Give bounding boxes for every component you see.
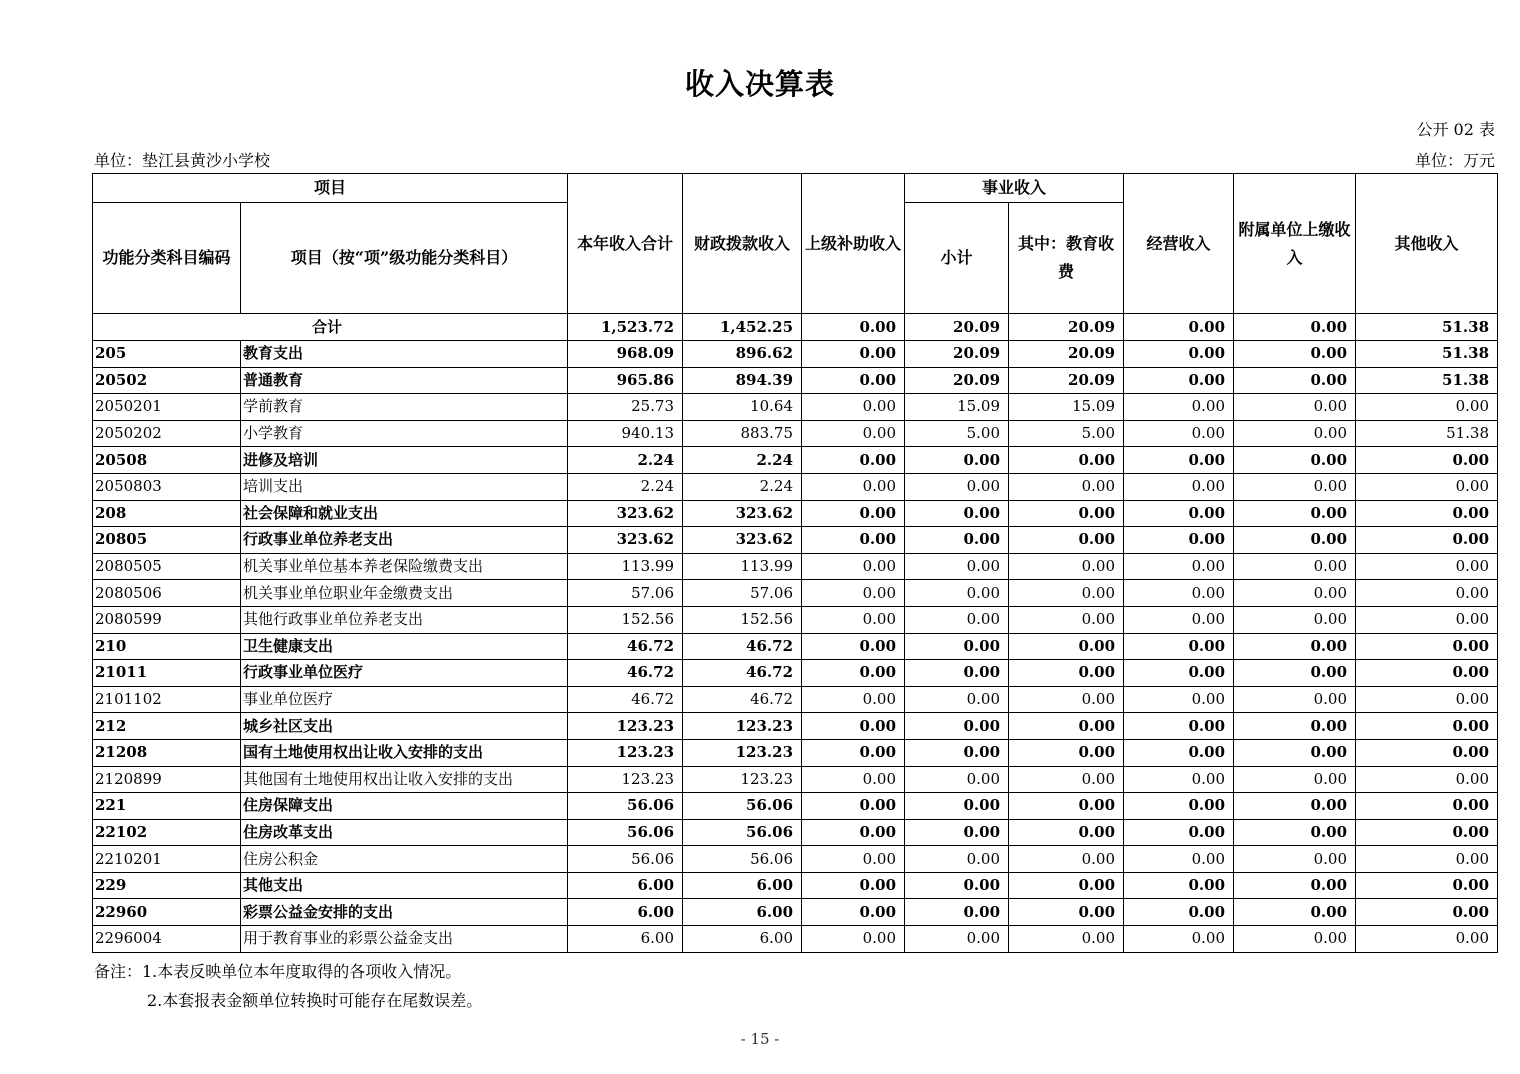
row-value: 6.00 [683,926,802,953]
row-value: 0.00 [1009,819,1124,846]
row-value: 0.00 [802,394,905,421]
row-value: 51.38 [1356,367,1498,394]
row-value: 15.09 [905,394,1009,421]
table-row [93,660,1498,687]
row-value: 56.06 [683,793,802,820]
row-value: 0.00 [802,553,905,580]
row-value: 0.00 [802,819,905,846]
row-value: 0.00 [1356,872,1498,899]
row-value: 0.00 [1009,606,1124,633]
row-value: 152.56 [568,606,683,633]
table-row [93,527,1498,554]
header-affiliated: 附属单位上缴收入 [1234,174,1356,314]
row-name: 机关事业单位基本养老保险缴费支出 [241,553,568,580]
row-value: 0.00 [1124,686,1234,713]
row-name: 进修及培训 [241,447,568,474]
row-value: 6.00 [683,899,802,926]
row-value: 0.00 [802,633,905,660]
row-name: 行政事业单位养老支出 [241,527,568,554]
row-value: 0.00 [1124,872,1234,899]
row-value: 0.00 [802,766,905,793]
income-table [92,173,1498,953]
row-value: 0.00 [905,447,1009,474]
row-value: 0.00 [905,660,1009,687]
total-label: 合计 [93,314,568,341]
table-row [93,341,1498,368]
row-value: 0.00 [905,766,1009,793]
row-code: 2080506 [93,580,241,607]
row-value: 5.00 [1009,420,1124,447]
row-name: 住房保障支出 [241,793,568,820]
row-value: 0.00 [1124,793,1234,820]
row-value: 0.00 [1124,713,1234,740]
row-value: 0.00 [802,473,905,500]
total-cell: 1,452.25 [683,314,802,341]
row-value: 6.00 [683,872,802,899]
row-value: 51.38 [1356,420,1498,447]
row-code: 210 [93,633,241,660]
row-name: 普通教育 [241,367,568,394]
row-value: 57.06 [568,580,683,607]
row-value: 0.00 [1009,473,1124,500]
row-value: 25.73 [568,394,683,421]
row-value: 0.00 [1124,580,1234,607]
row-code: 2120899 [93,766,241,793]
row-name: 用于教育事业的彩票公益金支出 [241,926,568,953]
total-cell: 20.09 [1009,314,1124,341]
row-value: 0.00 [905,473,1009,500]
row-value: 46.72 [568,686,683,713]
row-code: 2101102 [93,686,241,713]
row-name: 学前教育 [241,394,568,421]
row-value: 0.00 [1009,926,1124,953]
row-value: 0.00 [1356,394,1498,421]
row-name: 卫生健康支出 [241,633,568,660]
total-row [93,314,1498,341]
row-value: 46.72 [568,660,683,687]
table-row [93,872,1498,899]
row-value: 0.00 [905,819,1009,846]
row-value: 2.24 [568,447,683,474]
row-value: 0.00 [802,660,905,687]
row-value: 0.00 [1009,713,1124,740]
table-row [93,819,1498,846]
header-fiscal: 财政拨款收入 [683,174,802,314]
row-value: 0.00 [905,846,1009,873]
row-value: 0.00 [1234,580,1356,607]
row-value: 0.00 [1124,899,1234,926]
row-code: 21011 [93,660,241,687]
row-value: 0.00 [905,500,1009,527]
row-value: 6.00 [568,899,683,926]
row-name: 彩票公益金安排的支出 [241,899,568,926]
row-value: 0.00 [1356,793,1498,820]
row-value: 0.00 [1124,846,1234,873]
row-value: 0.00 [1124,420,1234,447]
row-value: 0.00 [1234,447,1356,474]
row-name: 其他国有土地使用权出让收入安排的支出 [241,766,568,793]
row-value: 0.00 [905,633,1009,660]
row-value: 0.00 [1124,394,1234,421]
row-value: 0.00 [1234,341,1356,368]
row-code: 2050201 [93,394,241,421]
row-value: 46.72 [683,633,802,660]
header-career-group: 事业收入 [905,174,1124,203]
row-value: 0.00 [1356,500,1498,527]
row-value: 0.00 [802,341,905,368]
row-value: 56.06 [568,819,683,846]
row-value: 0.00 [802,713,905,740]
table-row [93,926,1498,953]
row-value: 2.24 [683,447,802,474]
row-value: 6.00 [568,872,683,899]
page-title: 收入决算表 [684,67,835,101]
row-value: 0.00 [1234,606,1356,633]
row-value: 57.06 [683,580,802,607]
row-value: 0.00 [1234,793,1356,820]
row-value: 0.00 [1356,713,1498,740]
row-value: 0.00 [905,527,1009,554]
row-value: 0.00 [1124,341,1234,368]
row-value: 0.00 [802,420,905,447]
row-value: 0.00 [802,899,905,926]
row-value: 0.00 [905,872,1009,899]
table-row [93,447,1498,474]
row-value: 0.00 [1009,500,1124,527]
row-value: 0.00 [1356,660,1498,687]
row-value: 0.00 [1124,819,1234,846]
row-code: 2050803 [93,473,241,500]
row-code: 2050202 [93,420,241,447]
row-name: 住房公积金 [241,846,568,873]
total-cell: 0.00 [1234,314,1356,341]
row-value: 0.00 [802,367,905,394]
row-value: 0.00 [1234,872,1356,899]
row-value: 0.00 [1234,500,1356,527]
row-value: 0.00 [1124,473,1234,500]
row-value: 0.00 [905,739,1009,766]
row-value: 0.00 [1009,660,1124,687]
row-value: 0.00 [1234,819,1356,846]
row-value: 0.00 [802,793,905,820]
row-code: 2080599 [93,606,241,633]
row-value: 123.23 [568,766,683,793]
row-value: 0.00 [802,580,905,607]
row-value: 0.00 [1124,500,1234,527]
row-value: 0.00 [1124,660,1234,687]
row-value: 0.00 [905,713,1009,740]
row-value: 15.09 [1009,394,1124,421]
row-value: 0.00 [1009,527,1124,554]
row-value: 152.56 [683,606,802,633]
row-value: 0.00 [802,846,905,873]
row-value: 896.62 [683,341,802,368]
row-value: 0.00 [1009,766,1124,793]
table-row [93,766,1498,793]
total-cell: 0.00 [802,314,905,341]
header-subsidy: 上级补助收入 [802,174,905,314]
row-value: 0.00 [1124,739,1234,766]
row-name: 事业单位医疗 [241,686,568,713]
row-value: 0.00 [1009,686,1124,713]
row-value: 0.00 [1234,394,1356,421]
row-value: 113.99 [683,553,802,580]
table-row [93,899,1498,926]
row-value: 0.00 [802,606,905,633]
row-value: 0.00 [1234,420,1356,447]
row-value: 123.23 [683,713,802,740]
row-value: 2.24 [568,473,683,500]
row-value: 123.23 [568,739,683,766]
row-value: 0.00 [1356,553,1498,580]
row-value: 20.09 [1009,341,1124,368]
row-value: 0.00 [1124,553,1234,580]
row-value: 6.00 [568,926,683,953]
row-value: 0.00 [905,899,1009,926]
table-row [93,500,1498,527]
row-code: 229 [93,872,241,899]
row-value: 0.00 [1009,899,1124,926]
row-value: 56.06 [568,793,683,820]
total-cell: 51.38 [1356,314,1498,341]
row-code: 22960 [93,899,241,926]
row-value: 0.00 [1356,633,1498,660]
row-value: 0.00 [1356,846,1498,873]
row-code: 208 [93,500,241,527]
row-name: 教育支出 [241,341,568,368]
row-name: 城乡社区支出 [241,713,568,740]
table-row [93,367,1498,394]
row-value: 0.00 [905,580,1009,607]
row-value: 20.09 [905,367,1009,394]
row-value: 0.00 [1356,686,1498,713]
currency-unit: 单位：万元 [1414,151,1495,170]
row-value: 323.62 [683,500,802,527]
row-value: 0.00 [1009,447,1124,474]
row-code: 20502 [93,367,241,394]
table-row [93,713,1498,740]
row-value: 0.00 [905,793,1009,820]
row-value: 20.09 [905,341,1009,368]
row-value: 0.00 [802,686,905,713]
header-total: 本年收入合计 [568,174,683,314]
row-value: 123.23 [683,739,802,766]
row-value: 0.00 [1009,739,1124,766]
row-value: 56.06 [683,846,802,873]
table-row [93,633,1498,660]
row-code: 21208 [93,739,241,766]
row-value: 0.00 [1009,633,1124,660]
row-code: 2210201 [93,846,241,873]
row-value: 0.00 [1356,606,1498,633]
header-project-group: 项目 [93,174,568,203]
row-value: 20.09 [1009,367,1124,394]
row-value: 0.00 [1234,739,1356,766]
row-value: 0.00 [905,553,1009,580]
row-value: 0.00 [802,500,905,527]
row-value: 0.00 [1234,899,1356,926]
header-operating: 经营收入 [1124,174,1234,314]
row-value: 56.06 [568,846,683,873]
row-code: 22102 [93,819,241,846]
row-value: 0.00 [1234,660,1356,687]
row-code: 221 [93,793,241,820]
row-value: 0.00 [1356,447,1498,474]
row-value: 0.00 [802,447,905,474]
total-cell: 0.00 [1124,314,1234,341]
row-value: 123.23 [568,713,683,740]
row-value: 2.24 [683,473,802,500]
row-value: 0.00 [1124,633,1234,660]
row-value: 0.00 [1356,819,1498,846]
notes [94,957,482,1015]
row-name: 培训支出 [241,473,568,500]
row-value: 0.00 [1009,580,1124,607]
row-value: 0.00 [905,606,1009,633]
row-code: 205 [93,341,241,368]
row-value: 0.00 [802,872,905,899]
row-value: 968.09 [568,341,683,368]
header-name: 项目（按“项”级功能分类科目） [241,203,568,314]
row-name: 其他行政事业单位养老支出 [241,606,568,633]
row-value: 0.00 [1009,846,1124,873]
row-value: 0.00 [802,926,905,953]
organization-unit: 单位：垫江县黄沙小学校 [94,151,271,170]
row-value: 0.00 [905,686,1009,713]
row-value: 0.00 [1124,606,1234,633]
row-value: 883.75 [683,420,802,447]
row-value: 0.00 [802,739,905,766]
row-value: 46.72 [683,686,802,713]
total-cell: 20.09 [905,314,1009,341]
row-value: 0.00 [1124,367,1234,394]
row-value: 323.62 [568,500,683,527]
row-value: 323.62 [683,527,802,554]
row-value: 0.00 [1356,739,1498,766]
row-value: 0.00 [1356,580,1498,607]
note-line-2: 2.本套报表金额单位转换时可能存在尾数误差。 [147,991,483,1010]
row-value: 0.00 [1356,766,1498,793]
row-value: 894.39 [683,367,802,394]
table-row [93,606,1498,633]
row-code: 20805 [93,527,241,554]
row-value: 0.00 [1234,926,1356,953]
page-number: - 15 - [740,1030,780,1048]
table-row [93,553,1498,580]
note-line-1: 备注：1.本表反映单位本年度取得的各项收入情况。 [94,962,462,981]
row-name: 社会保障和就业支出 [241,500,568,527]
row-value: 0.00 [802,527,905,554]
table-row [93,739,1498,766]
row-value: 123.23 [683,766,802,793]
row-value: 0.00 [1009,553,1124,580]
row-value: 0.00 [1356,899,1498,926]
table-row [93,473,1498,500]
row-code: 2296004 [93,926,241,953]
row-value: 113.99 [568,553,683,580]
table-row [93,580,1498,607]
row-value: 0.00 [1234,686,1356,713]
row-value: 0.00 [1124,926,1234,953]
row-code: 2080505 [93,553,241,580]
row-value: 0.00 [1124,447,1234,474]
row-name: 其他支出 [241,872,568,899]
row-value: 0.00 [1009,872,1124,899]
row-value: 0.00 [1356,473,1498,500]
row-value: 0.00 [1356,926,1498,953]
header-other: 其他收入 [1356,174,1498,314]
form-number: 公开 02 表 [1416,120,1495,139]
row-value: 0.00 [1234,713,1356,740]
row-value: 51.38 [1356,341,1498,368]
row-value: 46.72 [568,633,683,660]
row-value: 0.00 [1234,553,1356,580]
row-value: 0.00 [1124,527,1234,554]
row-value: 940.13 [568,420,683,447]
row-value: 0.00 [1356,527,1498,554]
row-value: 0.00 [1234,527,1356,554]
row-value: 323.62 [568,527,683,554]
row-value: 5.00 [905,420,1009,447]
row-name: 小学教育 [241,420,568,447]
header-career-subtotal: 小计 [905,203,1009,314]
row-value: 0.00 [1009,793,1124,820]
row-value: 0.00 [1234,846,1356,873]
row-value: 0.00 [1234,633,1356,660]
row-value: 0.00 [905,926,1009,953]
row-name: 行政事业单位医疗 [241,660,568,687]
header-career-edu: 其中：教育收费 [1009,203,1124,314]
row-name: 国有土地使用权出让收入安排的支出 [241,739,568,766]
table-row [93,686,1498,713]
row-value: 0.00 [1124,766,1234,793]
row-value: 0.00 [1234,367,1356,394]
table-row [93,394,1498,421]
row-value: 10.64 [683,394,802,421]
row-code: 20508 [93,447,241,474]
table-row [93,793,1498,820]
table-row [93,420,1498,447]
row-name: 住房改革支出 [241,819,568,846]
row-value: 56.06 [683,819,802,846]
row-value: 46.72 [683,660,802,687]
row-code: 212 [93,713,241,740]
row-value: 0.00 [1234,766,1356,793]
row-name: 机关事业单位职业年金缴费支出 [241,580,568,607]
row-value: 965.86 [568,367,683,394]
table-row [93,846,1498,873]
header-code: 功能分类科目编码 [93,203,241,314]
total-cell: 1,523.72 [568,314,683,341]
row-value: 0.00 [1234,473,1356,500]
